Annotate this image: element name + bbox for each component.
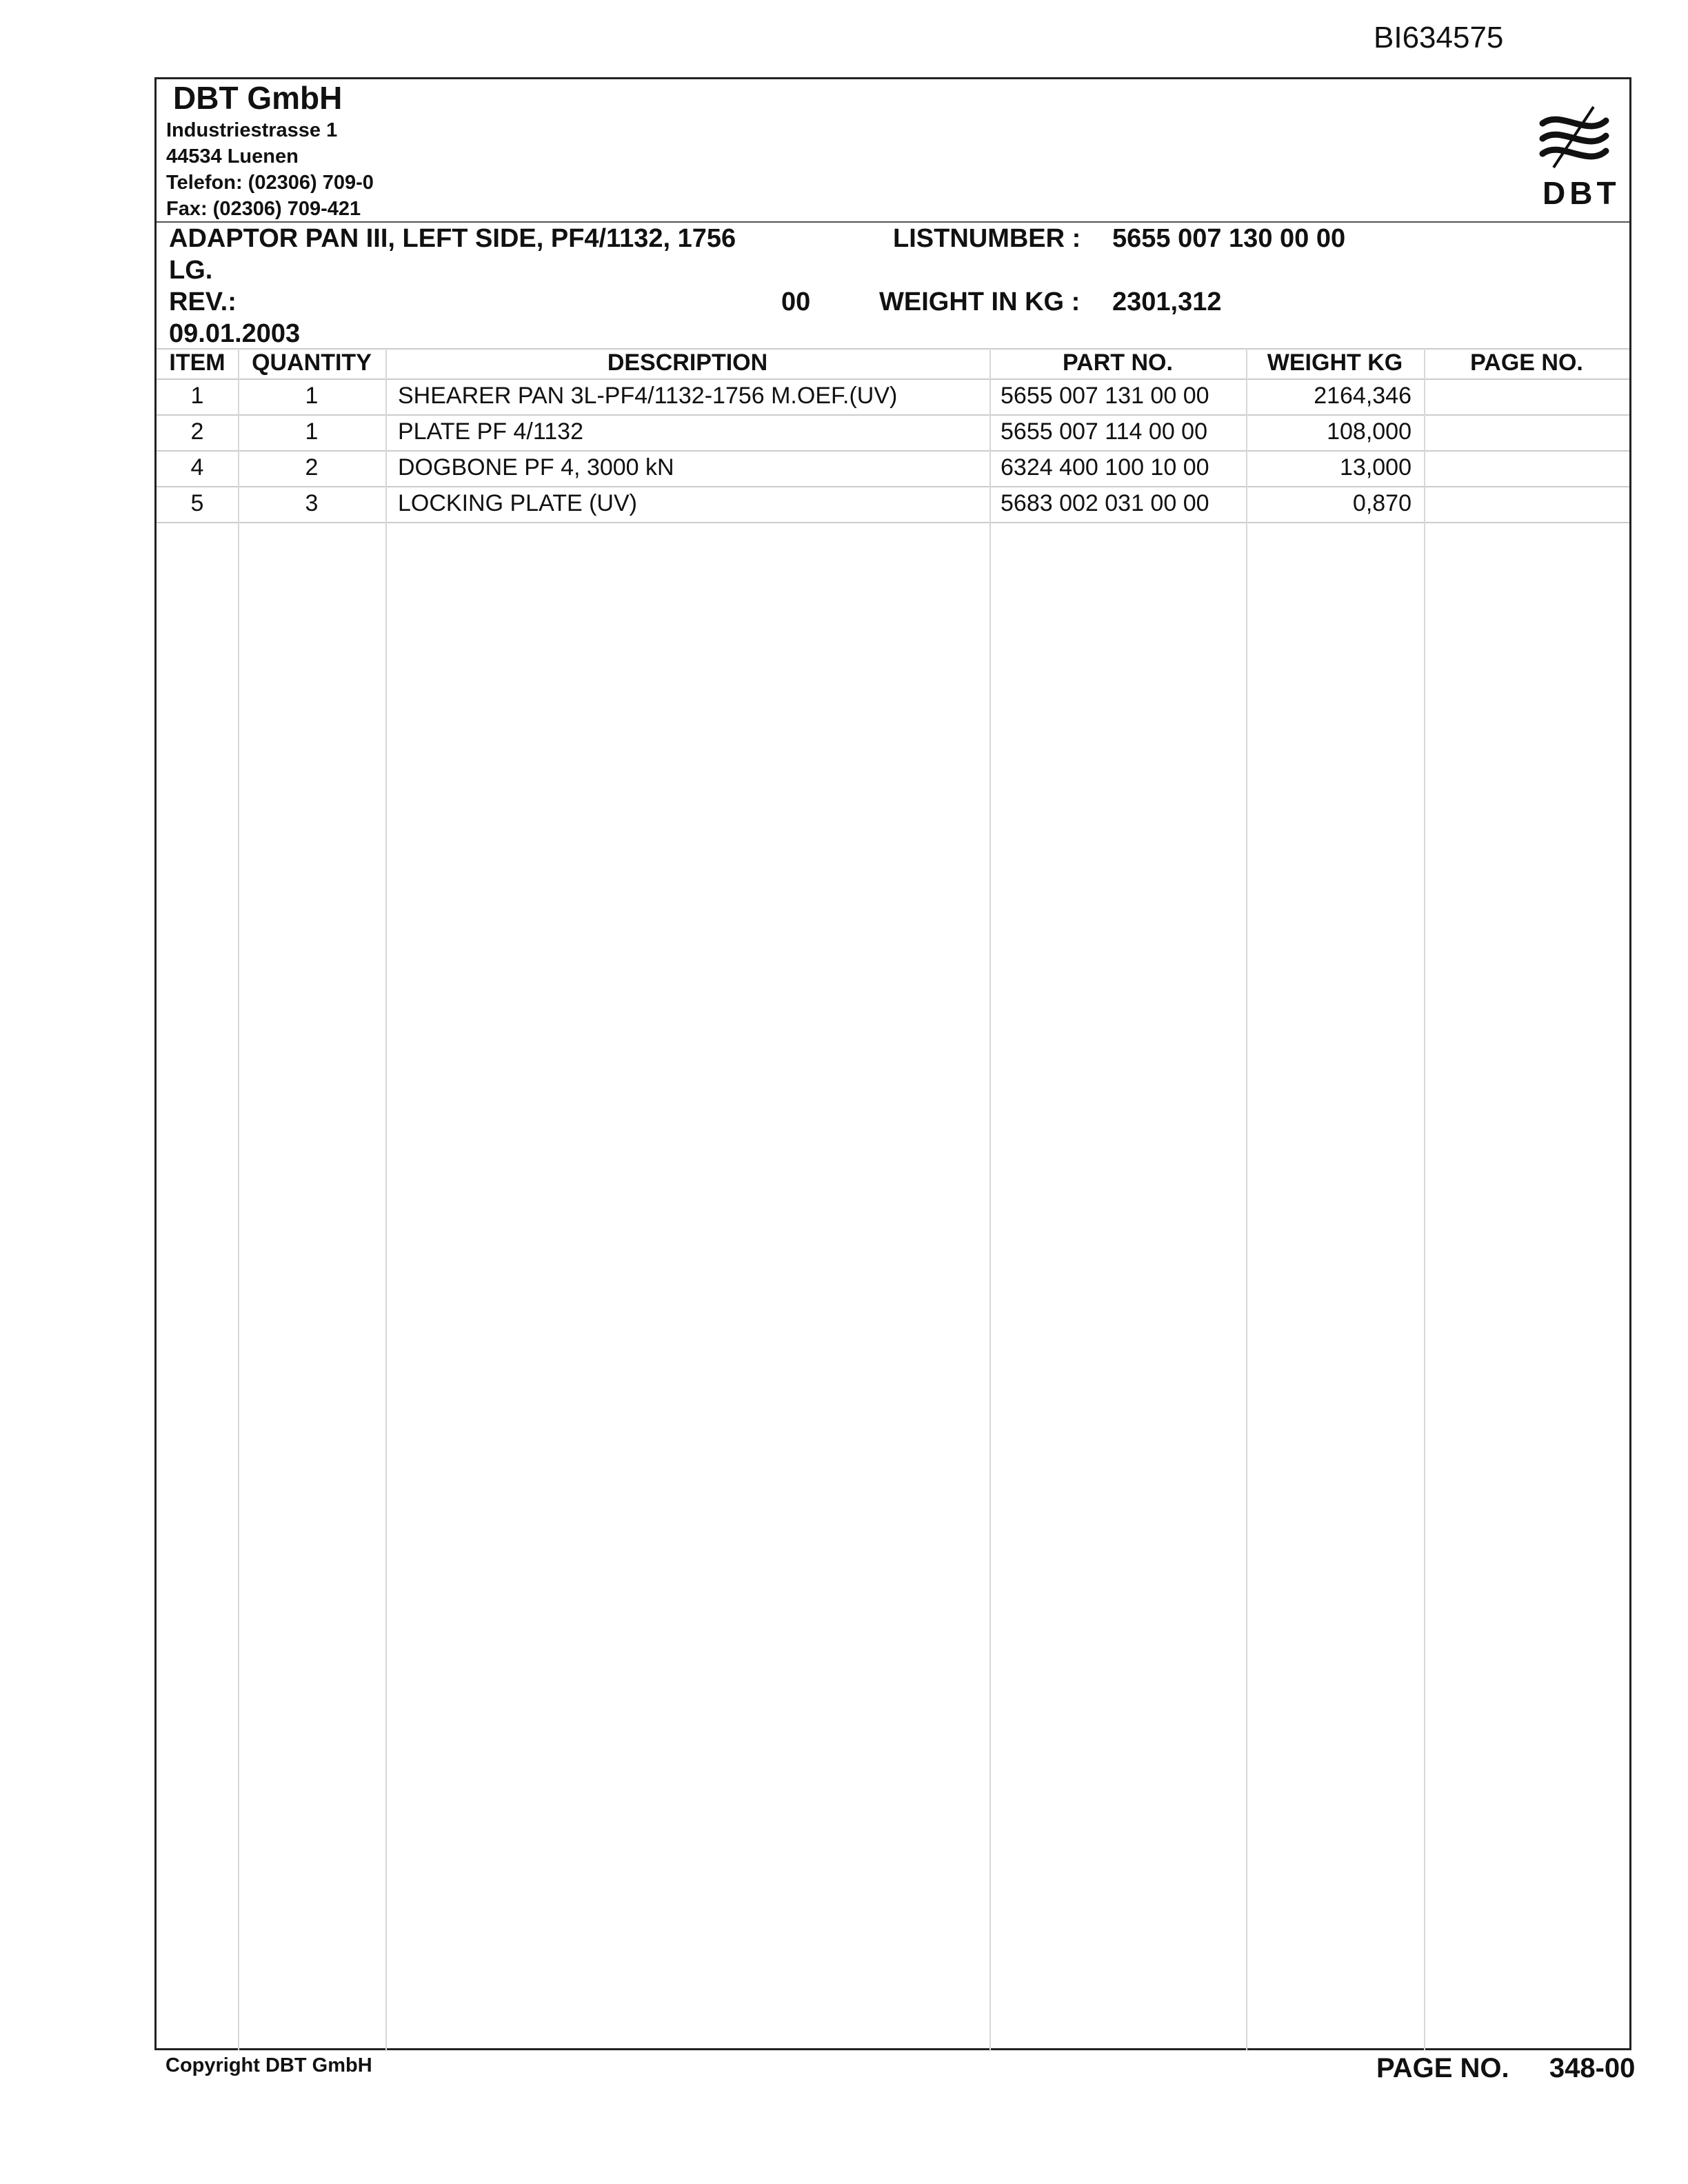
document-id: BI634575 — [1374, 21, 1504, 54]
page-number-label: PAGE NO. — [1376, 2053, 1509, 2083]
revision-value: 00 — [781, 287, 811, 316]
listnumber-label: LISTNUMBER : — [893, 224, 1081, 253]
company-phone: Telefon: (02306) 709-0 — [166, 172, 374, 194]
page-number-value: 348-00 — [1549, 2053, 1636, 2083]
header-divider — [157, 221, 1629, 223]
listnumber-value: 5655 007 130 00 00 — [1112, 224, 1346, 253]
column-divider — [1246, 348, 1247, 2051]
weight-label: WEIGHT IN KG : — [879, 287, 1081, 316]
row-weight: 108,000 — [1327, 418, 1411, 445]
column-header-quantity: QUANTITY — [252, 350, 372, 376]
row-quantity: 3 — [305, 490, 319, 516]
row-description: LOCKING PLATE (UV) — [398, 490, 637, 516]
row-part-no: 6324 400 100 10 00 — [1001, 454, 1209, 481]
row-quantity: 2 — [305, 454, 319, 481]
column-divider — [238, 348, 239, 2051]
column-header-description: DESCRIPTION — [607, 350, 768, 376]
row-quantity: 1 — [305, 383, 319, 409]
column-divider — [989, 348, 991, 2051]
weight-value: 2301,312 — [1112, 287, 1222, 316]
row-item: 1 — [190, 383, 204, 409]
parts-list-frame — [154, 77, 1631, 2050]
logo-text: DBT — [1543, 175, 1620, 211]
dbt-logo-icon — [1533, 96, 1616, 179]
assembly-title-line2: LG. — [169, 256, 213, 285]
row-description: DOGBONE PF 4, 3000 kN — [398, 454, 674, 481]
row-part-no: 5655 007 114 00 00 — [1001, 418, 1207, 445]
row-line — [157, 486, 1629, 487]
copyright-notice: Copyright DBT GmbH — [165, 2054, 372, 2076]
company-name: DBT GmbH — [173, 80, 343, 116]
column-header-part-no: PART NO. — [1063, 350, 1173, 376]
row-line — [157, 522, 1629, 523]
row-line — [157, 450, 1629, 452]
revision-label: REV.: — [169, 287, 237, 316]
company-fax: Fax: (02306) 709-421 — [166, 198, 361, 220]
column-header-weight: WEIGHT KG — [1267, 350, 1403, 376]
company-street: Industriestrasse 1 — [166, 119, 338, 141]
row-line — [157, 414, 1629, 416]
row-item: 4 — [190, 454, 204, 481]
row-quantity: 1 — [305, 418, 319, 445]
document-date: 09.01.2003 — [169, 319, 301, 348]
row-weight: 2164,346 — [1314, 383, 1411, 409]
column-header-page-no: PAGE NO. — [1470, 350, 1583, 376]
row-part-no: 5683 002 031 00 00 — [1001, 490, 1209, 516]
table-header-line — [157, 378, 1629, 380]
column-divider — [385, 348, 387, 2051]
column-header-item: ITEM — [169, 350, 225, 376]
column-divider — [1424, 348, 1425, 2051]
row-weight: 0,870 — [1352, 490, 1411, 516]
company-city: 44534 Luenen — [166, 145, 299, 168]
row-description: SHEARER PAN 3L-PF4/1132-1756 M.OEF.(UV) — [398, 383, 898, 409]
row-description: PLATE PF 4/1132 — [398, 418, 583, 445]
row-weight: 13,000 — [1340, 454, 1411, 481]
row-item: 2 — [190, 418, 204, 445]
page-number — [1376, 2053, 1635, 2084]
row-part-no: 5655 007 131 00 00 — [1001, 383, 1209, 409]
row-item: 5 — [190, 490, 204, 516]
assembly-title-line1: ADAPTOR PAN III, LEFT SIDE, PF4/1132, 1756 — [169, 224, 736, 253]
